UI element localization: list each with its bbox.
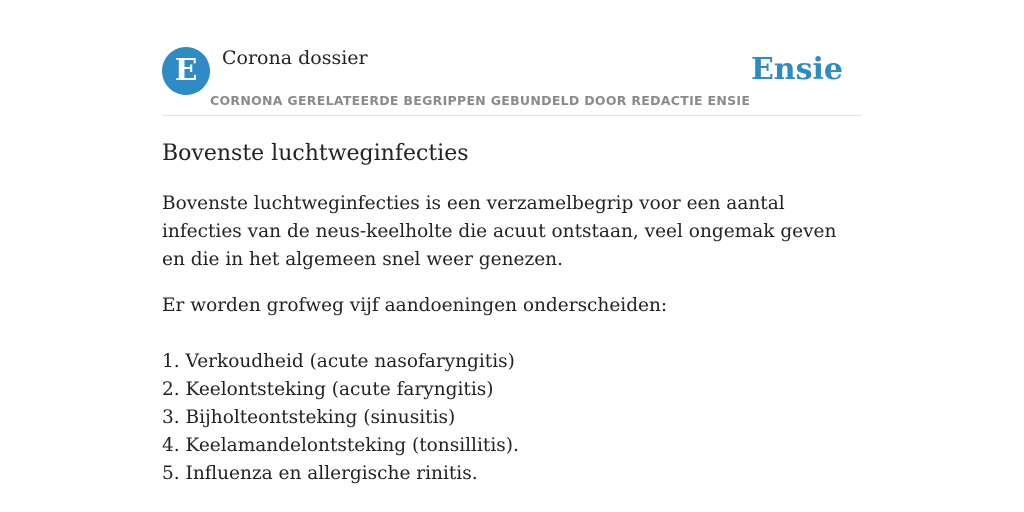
dossier-subtitle: CORNONA GERELATEERDE BEGRIPPEN GEBUNDELD DOOR REDACTIE ENSIE <box>210 93 751 108</box>
list-item: 2. Keelontsteking (acute faryngitis) <box>162 379 494 400</box>
list-item: 5. Influenza en allergische rinitis. <box>162 463 478 484</box>
dossier-header <box>162 40 862 116</box>
article-paragraph-1: Bovenste luchtweginfecties is een verzamelbegrip voor een aantal infecties van de neus-keelholte die acuut ontstaan, veel ongemak geven en die in het algemeen snel weer genezen. <box>162 193 837 270</box>
list-item: 3. Bijholteontsteking (sinusitis) <box>162 407 456 428</box>
article-paragraph-2: Er worden grofweg vijf aandoeningen onderscheiden: <box>162 295 668 316</box>
dossier-title[interactable]: Corona dossier <box>222 47 368 69</box>
list-item: 4. Keelamandelontsteking (tonsillitis). <box>162 435 519 456</box>
article-content <box>162 138 862 504</box>
brand-logo[interactable]: Ensie <box>750 52 843 87</box>
ensie-logo-icon[interactable]: E <box>162 47 210 95</box>
article-title: Bovenste luchtweginfecties <box>162 141 469 166</box>
list-item: 1. Verkoudheid (acute nasofaryngitis) <box>162 351 515 372</box>
condition-list <box>162 348 862 488</box>
